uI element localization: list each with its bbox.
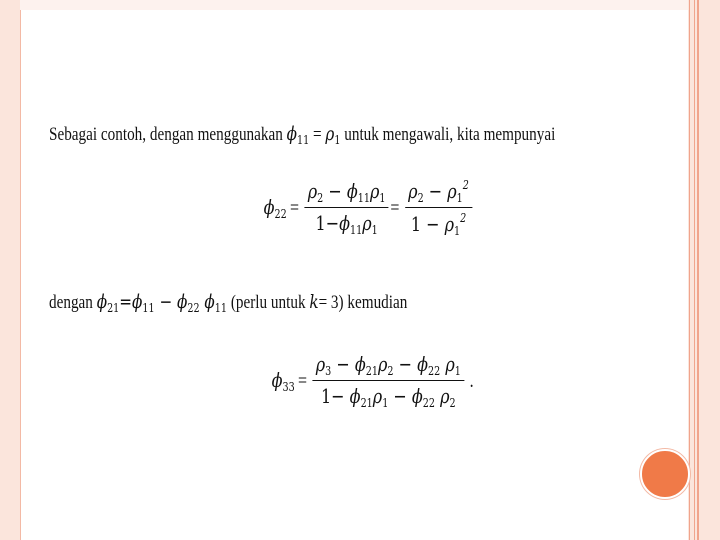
phi22-fraction-1: $\frac{\rho_2 - \phi_{11}\rho_1}{1-\phi_{11}\rho_1}$ [305,179,389,237]
intro-text-after: untuk mengawali, kita mempunyai [344,124,556,145]
frame-rule-3 [697,0,699,540]
phi22-fraction-2: $\frac{\rho_2 - \rho_1^2}{1 - \rho_1^2}$ [405,178,472,238]
frame-rule-1 [689,0,690,540]
equals-sign: = [313,124,322,145]
phi21-formula: $\phi_{21}=\phi_{11} - \phi_{22}$ $\phi_{11}$ [96,291,228,315]
intro-text-before: Sebagai contoh, dengan menggunakan [49,124,283,145]
intro-sentence [49,123,555,147]
phi33-lhs: $\phi_{33}$ [271,368,295,394]
slide-frame-top [20,0,688,10]
slide-frame-left [0,0,21,540]
middle-text-paren: (perlu untuk [230,292,306,313]
middle-text-before: dengan [49,292,93,313]
equation-phi22: $\phi_{22}$ = $\frac{\rho_2 - \phi_{11}\rho_1}{1-\phi_{11}\rho_1}$ = $\frac{\rho_2 - \rho_1^2}{1 - \rho_1^2}$ [262,178,472,238]
phi33-fraction: $\frac{\rho_3 - \phi_{21}\rho_2 - \phi_{22} \rho_1}{1- \phi_{21}\rho_1 - \phi_{22} \rho_2}$ [313,352,464,410]
frame-rule-2 [694,0,695,540]
decorative-orange-circle [640,449,690,499]
slide-frame-right [688,0,720,540]
middle-k-value: = 3) kemudian [318,292,408,313]
phi22-lhs: $\phi_{22}$ [263,195,287,221]
phi11-symbol: $\phi_{11}$ [286,123,310,147]
rho1-symbol: $\rho_1$ [325,123,341,147]
equation-phi33: $\phi_{33}$ = $\frac{\rho_3 - \phi_{21}\rho_2 - \phi_{22} \rho_1}{1- \phi_{21}\rho_1 - \phi_{22} \rho_2}$ . [271,352,474,410]
k-symbol: k [309,291,319,313]
middle-sentence [49,291,407,315]
trailing-period: . [469,369,474,392]
